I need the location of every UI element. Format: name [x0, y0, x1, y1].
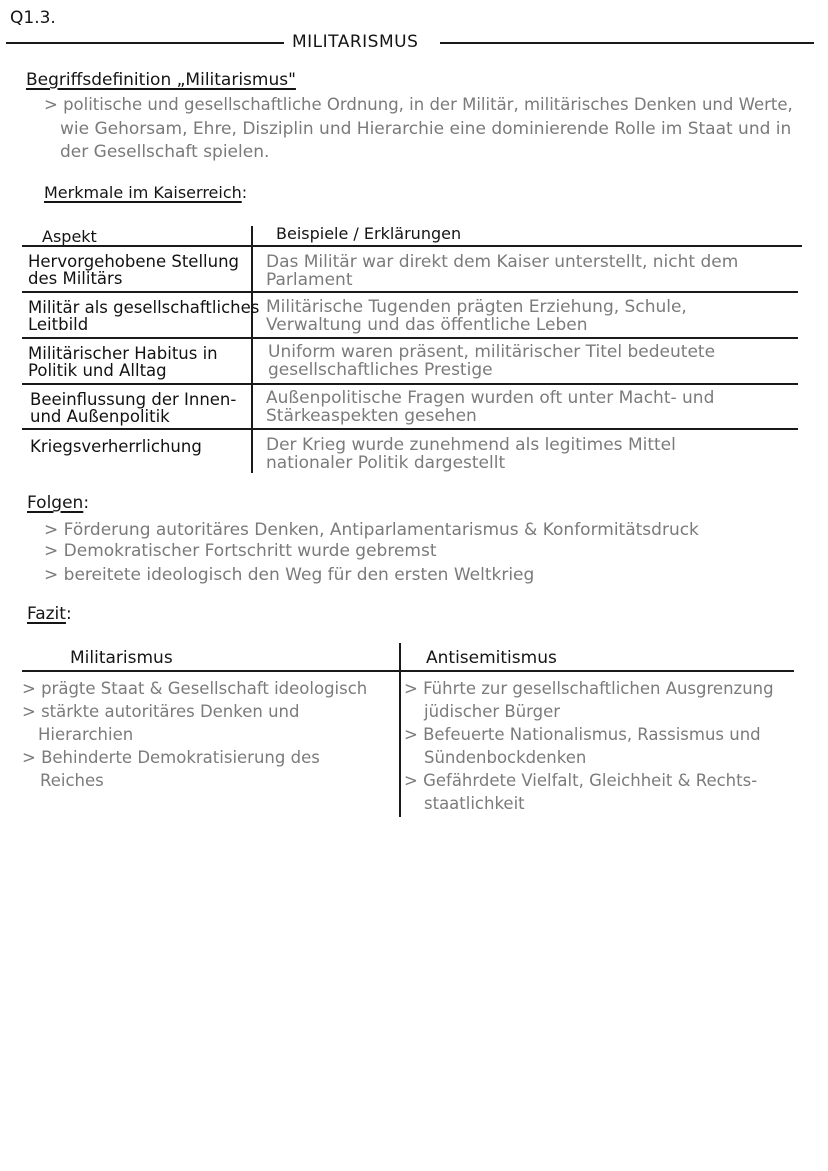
folgen-item: > bereitete ideologisch den Weg für den ersten Weltkrieg: [44, 565, 535, 585]
table-row-aspekt: Kriegsverherrlichung: [30, 437, 202, 456]
definition-line: > politische und gesellschaftliche Ordnung, in der Militär, militärisches Denken und Werte,: [44, 95, 793, 114]
merkmale-colon: :: [241, 183, 248, 202]
table-rule: [22, 383, 798, 385]
merkmale-heading-wrap: [44, 183, 247, 202]
merkmale-heading: Merkmale im Kaiserreich: [44, 183, 242, 202]
fazit-divider: [399, 643, 401, 817]
fazit-heading: Fazit: [27, 604, 66, 624]
page-title: MILITARISMUS: [292, 32, 419, 52]
table-rule: [22, 291, 798, 293]
folgen-heading: Folgen: [27, 493, 84, 513]
page-label: Q1.3.: [10, 8, 56, 28]
column-header-aspekt: Aspekt: [42, 227, 97, 246]
folgen-item: > Förderung autoritäres Denken, Antiparlamentarismus & Konformitätsdruck: [44, 520, 699, 540]
column-header-beispiele: Beispiele / Erklärungen: [276, 224, 462, 243]
table-rule: [22, 337, 798, 339]
title-rule-right: [440, 42, 814, 44]
table-row-beispiel: Uniform waren präsent, militärischer Titel bedeutete gesellschaftliches Prestige: [268, 342, 716, 380]
table-rule: [22, 245, 802, 247]
table-row-beispiel: Militärische Tugenden prägten Erziehung, Schule, Verwaltung und das öffentliche Leben: [266, 297, 687, 335]
fazit-colon: :: [65, 604, 72, 624]
folgen-heading-wrap: [27, 493, 89, 513]
fazit-rule: [22, 670, 794, 672]
definition-line: wie Gehorsam, Ehre, Disziplin und Hierarchie eine dominierende Rolle im Staat und in: [60, 119, 792, 139]
table-rule: [22, 428, 798, 430]
title-rule-left: [6, 42, 284, 44]
table-row-aspekt: Hervorgehobene Stellung des Militärs: [28, 252, 240, 288]
table-row-beispiel: Außenpolitische Fragen wurden oft unter Macht- und Stärkeaspekten gesehen: [266, 388, 715, 426]
fazit-left-list: > prägte Staat & Gesellschaft ideologisch > stärkte autoritäres Denken und Hierarchien > Behinderte Demokratisierung des Reiches: [22, 679, 368, 790]
fazit-right-title: Antisemitismus: [426, 648, 557, 668]
definition-heading: Begriffsdefinition „Militarismus": [26, 70, 296, 90]
table-row-aspekt: Militär als gesellschaftliches Leitbild: [28, 298, 260, 334]
folgen-item: > Demokratischer Fortschritt wurde gebremst: [44, 541, 437, 561]
fazit-heading-wrap: [27, 604, 72, 624]
table-row-beispiel: Der Krieg wurde zunehmend als legitimes Mittel nationaler Politik dargestellt: [266, 435, 676, 473]
folgen-colon: :: [83, 493, 90, 513]
definition-line: der Gesellschaft spielen.: [60, 142, 270, 162]
table-divider: [251, 226, 253, 473]
table-row-aspekt: Militärischer Habitus in Politik und Alltag: [28, 344, 218, 380]
table-row-beispiel: Das Militär war direkt dem Kaiser unterstellt, nicht dem Parlament: [266, 252, 739, 290]
fazit-left-title: Militarismus: [70, 648, 173, 668]
fazit-right-list: > Führte zur gesellschaftlichen Ausgrenzung jüdischer Bürger > Befeuerte Nationalismus, Rassismus und Sündenbockdenken > Gefährdete Vielfalt, Gleichheit & Rechts- staatlichkeit: [404, 679, 774, 813]
table-row-aspekt: Beeinflussung der Innen- und Außenpolitik: [30, 390, 237, 426]
